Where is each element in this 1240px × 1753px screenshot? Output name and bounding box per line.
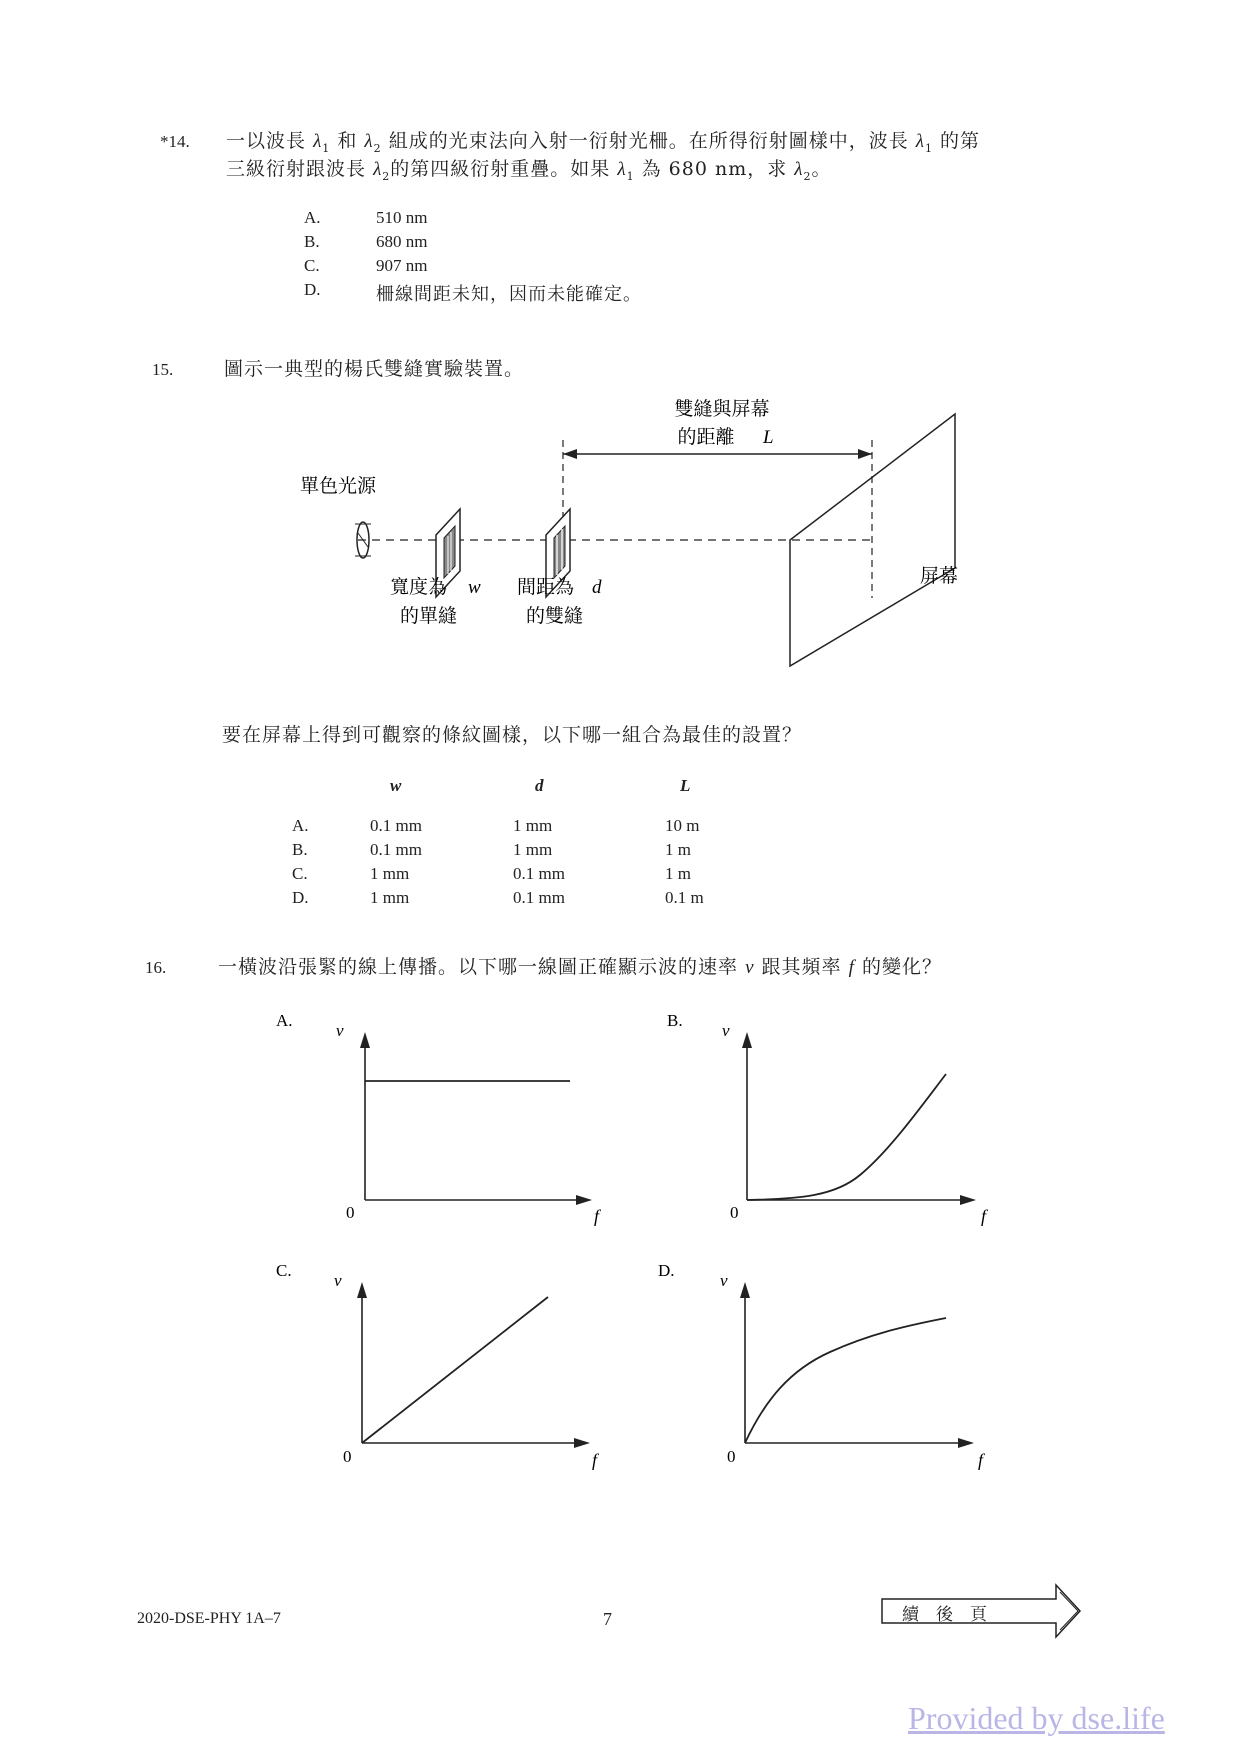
table-row-a[interactable] xyxy=(292,816,772,840)
cell-w: 0.1 mm xyxy=(370,840,422,859)
header-d: d xyxy=(535,776,544,795)
cell-L: 10 m xyxy=(665,816,700,835)
lambda1-sub: 1 xyxy=(322,141,331,155)
double-slit-label-1: 間距為 xyxy=(517,577,575,598)
v-symbol: v xyxy=(745,957,755,978)
curve-linear xyxy=(362,1297,548,1443)
lambda1-sub: 1 xyxy=(924,141,933,155)
option-value: 柵線間距未知，因而未能確定。 xyxy=(376,284,642,305)
axis-label-v: v xyxy=(722,1021,730,1040)
axis-label-f: f xyxy=(592,1450,598,1470)
cell-d: 0.1 mm xyxy=(513,864,565,883)
arrow-head-right xyxy=(858,449,872,459)
watermark-link[interactable]: Provided by dse.life xyxy=(908,1700,1165,1736)
cell-L: 0.1 m xyxy=(665,888,704,907)
double-slit-symbol: d xyxy=(592,577,602,598)
cell-L: 1 m xyxy=(665,840,691,859)
q15-options-table xyxy=(292,776,772,912)
distance-label-2: 的距離 xyxy=(677,427,735,448)
graph-letter: B. xyxy=(667,1011,683,1030)
q15-number: 15. xyxy=(152,360,174,379)
origin-label: 0 xyxy=(727,1447,736,1466)
row-letter: D. xyxy=(292,888,309,907)
single-slit-label-2: 的單縫 xyxy=(400,606,458,627)
q15-stem: 圖示一典型的楊氏雙縫實驗裝置。 xyxy=(224,358,525,380)
table-row-b[interactable] xyxy=(292,840,772,864)
lambda1-sub: 1 xyxy=(626,169,635,183)
q15-question: 要在屏幕上得到可觀察的條紋圖樣，以下哪一組合為最佳的設置？ xyxy=(222,724,803,746)
lambda1-symbol: λ xyxy=(617,159,627,180)
q16-stem xyxy=(218,954,942,981)
lambda2-symbol: λ xyxy=(794,159,804,180)
row-letter: B. xyxy=(292,840,308,859)
q16-text: 跟其頻率 xyxy=(761,956,842,978)
table-header-row xyxy=(292,776,772,816)
option-letter: B. xyxy=(304,232,320,251)
option-value: 680 nm xyxy=(376,232,428,251)
source-label: 單色光源 xyxy=(300,476,377,497)
q16-number: 16. xyxy=(145,958,167,977)
x-axis-arrow xyxy=(958,1438,974,1448)
axis-label-f: f xyxy=(978,1450,984,1470)
option-letter: C. xyxy=(304,256,320,275)
graph-d[interactable] xyxy=(658,1261,986,1470)
q14-text: 。 xyxy=(811,158,832,180)
single-slit-label-1: 寬度為 xyxy=(390,577,448,598)
row-letter: C. xyxy=(292,864,308,883)
origin-label: 0 xyxy=(346,1203,355,1222)
axis-label-v: v xyxy=(334,1271,342,1290)
q14-text: 和 xyxy=(337,130,358,152)
q14-text: 為 680 nm，求 xyxy=(641,158,788,180)
lambda2-sub: 2 xyxy=(373,141,382,155)
x-axis-arrow xyxy=(574,1438,590,1448)
q14-text: 的第四級衍射重疊。如果 xyxy=(390,158,611,180)
origin-label: 0 xyxy=(730,1203,739,1222)
cell-L: 1 m xyxy=(665,864,691,883)
cell-d: 0.1 mm xyxy=(513,888,565,907)
q14-text: 一以波長 xyxy=(226,130,307,152)
cell-w: 1 mm xyxy=(370,864,410,883)
single-slit-symbol: w xyxy=(468,577,481,598)
cell-d: 1 mm xyxy=(513,840,553,859)
q14-text: 的第 xyxy=(940,130,981,152)
header-L: L xyxy=(680,776,691,795)
young-double-slit-diagram xyxy=(0,0,1240,700)
page-number: 7 xyxy=(603,1609,612,1629)
distance-label-1: 雙縫與屏幕 xyxy=(674,399,770,420)
option-letter: D. xyxy=(304,280,321,299)
graph-letter: C. xyxy=(276,1261,292,1280)
cell-w: 1 mm xyxy=(370,888,410,907)
q16-text: 一橫波沿張緊的線上傳播。以下哪一線圖正確顯示波的速率 xyxy=(218,956,739,978)
x-axis-arrow xyxy=(576,1195,592,1205)
lambda2-symbol: λ xyxy=(373,159,383,180)
q16-graphs xyxy=(0,1000,1240,1480)
light-source-icon xyxy=(355,522,371,558)
graph-b[interactable] xyxy=(667,1011,989,1226)
y-axis-arrow xyxy=(360,1032,370,1048)
graph-a[interactable] xyxy=(276,1011,602,1226)
graph-c[interactable] xyxy=(276,1261,600,1470)
lambda2-sub: 2 xyxy=(382,169,391,183)
lambda1-symbol: λ xyxy=(915,131,925,152)
q14-number: *14. xyxy=(160,132,190,151)
table-row-c[interactable] xyxy=(292,864,772,888)
q16-text: 的變化？ xyxy=(861,956,942,978)
axis-label-v: v xyxy=(720,1271,728,1290)
origin-label: 0 xyxy=(343,1447,352,1466)
continue-label: 續 後 頁 xyxy=(902,1605,987,1625)
cell-w: 0.1 mm xyxy=(370,816,422,835)
y-axis-arrow xyxy=(740,1282,750,1298)
lambda2-symbol: λ xyxy=(364,131,374,152)
q14-text: 組成的光束法向入射一衍射光柵。在所得衍射圖樣中，波長 xyxy=(388,130,909,152)
axis-label-f: f xyxy=(981,1206,987,1226)
q14-text: 三級衍射跟波長 xyxy=(226,158,367,180)
table-row-d[interactable] xyxy=(292,888,772,912)
row-letter: A. xyxy=(292,816,309,835)
screen-label: 屏幕 xyxy=(920,566,959,587)
curve-concave-down xyxy=(745,1318,946,1443)
lambda2-sub: 2 xyxy=(803,169,812,183)
cell-d: 1 mm xyxy=(513,816,553,835)
arrow-head-left xyxy=(563,449,577,459)
y-axis-arrow xyxy=(742,1032,752,1048)
f-symbol: f xyxy=(848,957,855,978)
option-value: 510 nm xyxy=(376,208,428,227)
graph-letter: A. xyxy=(276,1011,293,1030)
option-value: 907 nm xyxy=(376,256,428,275)
double-slit-label-2: 的雙縫 xyxy=(526,606,584,627)
y-axis-arrow xyxy=(357,1282,367,1298)
axis-label-f: f xyxy=(594,1206,600,1226)
lambda1-symbol: λ xyxy=(313,131,323,152)
graph-letter: D. xyxy=(658,1261,675,1280)
axis-label-v: v xyxy=(336,1021,344,1040)
distance-symbol: L xyxy=(763,427,774,448)
x-axis-arrow xyxy=(960,1195,976,1205)
option-letter: A. xyxy=(304,208,321,227)
curve-concave-up xyxy=(747,1074,946,1200)
paper-code: 2020-DSE-PHY 1A–7 xyxy=(137,1610,281,1627)
header-w: w xyxy=(390,776,402,795)
